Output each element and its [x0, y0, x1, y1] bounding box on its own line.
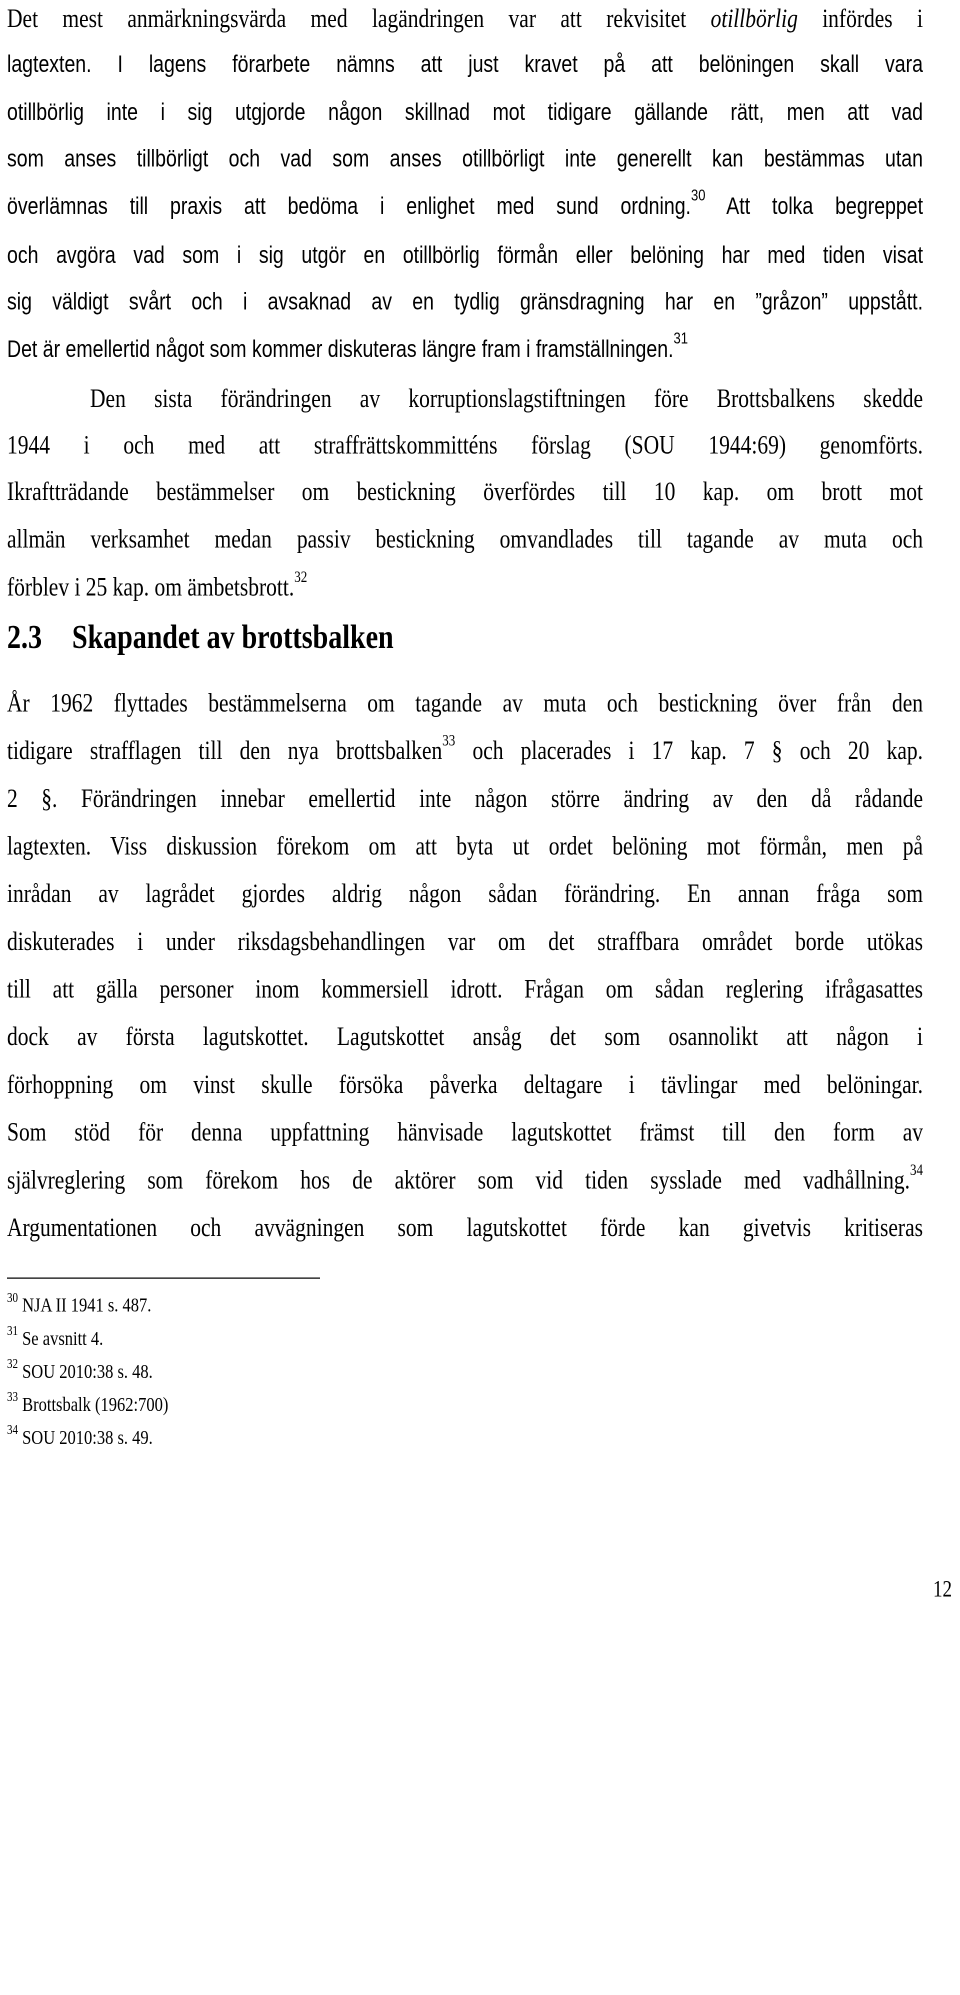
line-text: 2 §. Förändringen innebar emellertid inte någon större ändring av den då rådande — [7, 783, 923, 813]
footnote — [7, 1290, 152, 1320]
line-text: Ikraftträdande bestämmelser om bestickning överfördes till 10 kap. om brott mot — [7, 476, 923, 507]
footnote-ref: 33 — [442, 731, 456, 750]
footnote — [7, 1323, 104, 1353]
text-line — [7, 567, 923, 603]
text-line — [7, 143, 923, 175]
line-text: Argumentationen och avvägningen som lagutskottet förde kan givetvis kritiseras — [7, 1212, 923, 1243]
text-line — [7, 830, 923, 862]
section-number: 2.3 — [7, 618, 42, 657]
line-text: Att tolka begreppet — [705, 193, 923, 221]
line-text: Det är emellertid något som kommer diskuteras längre fram i framställningen. — [7, 336, 674, 364]
line-text: Som stöd för denna uppfattning hänvisade lagutskottet främst till den form av — [7, 1117, 923, 1147]
text-line — [7, 185, 923, 223]
text-line — [7, 49, 923, 81]
line-text: otillbörlig inte i sig utgjorde någon skillnad mot tidigare gällande rätt, men att vad — [7, 99, 923, 126]
text-line — [7, 240, 923, 272]
text-line — [7, 782, 923, 814]
line-text: lagtexten. Viss diskussion förekom om att byta ut ordet belöning mot förmån, men på — [7, 831, 923, 861]
line-text: och placerades i 17 kap. 7 § och 20 kap. — [455, 735, 924, 766]
text-line — [7, 328, 923, 366]
footnote-ref: 30 — [690, 185, 706, 205]
emphasized-term: otillbörlig — [710, 3, 798, 34]
line-text: till att gälla personer inom kommersiell idrott. Frågan om sådan reglering ifrågasattes — [7, 974, 923, 1004]
line-text: dock av första lagutskottet. Lagutskottet ansåg det som osannolikt att någon i — [7, 1022, 923, 1052]
line-text: självreglering som förekom hos de aktörer som vid tiden sysslade med vadhållning. — [7, 1165, 910, 1195]
footnote — [7, 1422, 153, 1452]
line-text: diskuterades i under riksdagsbehandlingen var om det straffbara området borde utökas — [7, 926, 923, 956]
text-line — [7, 429, 923, 461]
section-heading — [7, 617, 394, 659]
text-line — [7, 2, 923, 34]
footnote-text: Se avsnitt 4. — [18, 1326, 104, 1350]
text-line — [7, 1021, 923, 1053]
footnote-number: 33 — [7, 1389, 18, 1405]
line-text: Det mest anmärkningsvärda med lagändringen var att rekvisitet — [7, 3, 711, 34]
footnote-ref: 34 — [910, 1160, 923, 1179]
line-text: År 1962 flyttades bestämmelserna om tagande av muta och bestickning över från den — [7, 688, 923, 718]
footnote-ref: 31 — [673, 328, 688, 348]
line-text: överlämnas till praxis att bedöma i enlighet med sund ordning. — [7, 193, 691, 221]
text-line — [7, 523, 923, 555]
text-line — [90, 383, 923, 415]
line-text: förblev i 25 kap. om ämbetsbrott. — [7, 572, 295, 602]
line-text: tidigare strafflagen till den nya brottsbalken — [7, 735, 443, 766]
text-line — [7, 878, 923, 910]
footnote-separator — [7, 1278, 320, 1279]
footnote-text: SOU 2010:38 s. 49. — [18, 1425, 153, 1449]
footnote-text: SOU 2010:38 s. 48. — [18, 1359, 153, 1383]
text-line — [7, 925, 923, 957]
text-line — [7, 1116, 923, 1148]
line-text: allmän verksamhet medan passiv bestickning omvandlades till tagande av muta och — [7, 524, 923, 554]
line-text: och avgöra vad som i sig utgör en otillbörlig förmån eller belöning har med tiden visat — [7, 242, 923, 269]
page-number: 12 — [933, 1577, 952, 1603]
footnote-number: 30 — [7, 1290, 18, 1306]
line-text: Den sista förändringen av korruptionslagstiftningen före Brottsbalkens skedde — [90, 383, 923, 414]
line-text: infördes i — [797, 3, 923, 34]
line-text: som anses tillbörligt och vad som anses otillbörligt inte generellt kan bestämmas utan — [7, 145, 923, 173]
text-line — [7, 1211, 923, 1243]
section-title: Skapandet av brottsbalken — [72, 618, 394, 657]
text-line — [7, 97, 923, 129]
footnote — [7, 1389, 169, 1419]
text-line — [7, 731, 924, 767]
footnote-ref: 32 — [294, 567, 308, 586]
footnote-number: 34 — [7, 1422, 18, 1438]
line-text: förhoppning om vinst skulle försöka påverka deltagare i tävlingar med belöningar. — [7, 1069, 923, 1100]
text-line — [7, 476, 923, 508]
line-text: 1944 i och med att straffrättskommitténs förslag (SOU 1944:69) genomförts. — [7, 430, 923, 460]
footnote-text: Brottsbalk (1962:700) — [18, 1392, 169, 1416]
text-line — [7, 1160, 923, 1196]
text-line — [7, 286, 923, 318]
footnote — [7, 1356, 153, 1386]
line-text: lagtexten. I lagens förarbete nämns att just kravet på att belöningen skall vara — [7, 51, 923, 79]
line-text: sig väldigt svårt och i avsaknad av en tydlig gränsdragning har en ”gråzon” uppstått. — [7, 288, 923, 316]
footnote-text: NJA II 1941 s. 487. — [18, 1293, 152, 1317]
line-text: inrådan av lagrådet gjordes aldrig någon sådan förändring. En annan fråga som — [7, 878, 923, 909]
footnote-number: 32 — [7, 1356, 18, 1372]
text-line — [7, 973, 923, 1005]
footnote-number: 31 — [7, 1323, 18, 1339]
text-line — [7, 687, 923, 719]
text-line — [7, 1068, 923, 1100]
